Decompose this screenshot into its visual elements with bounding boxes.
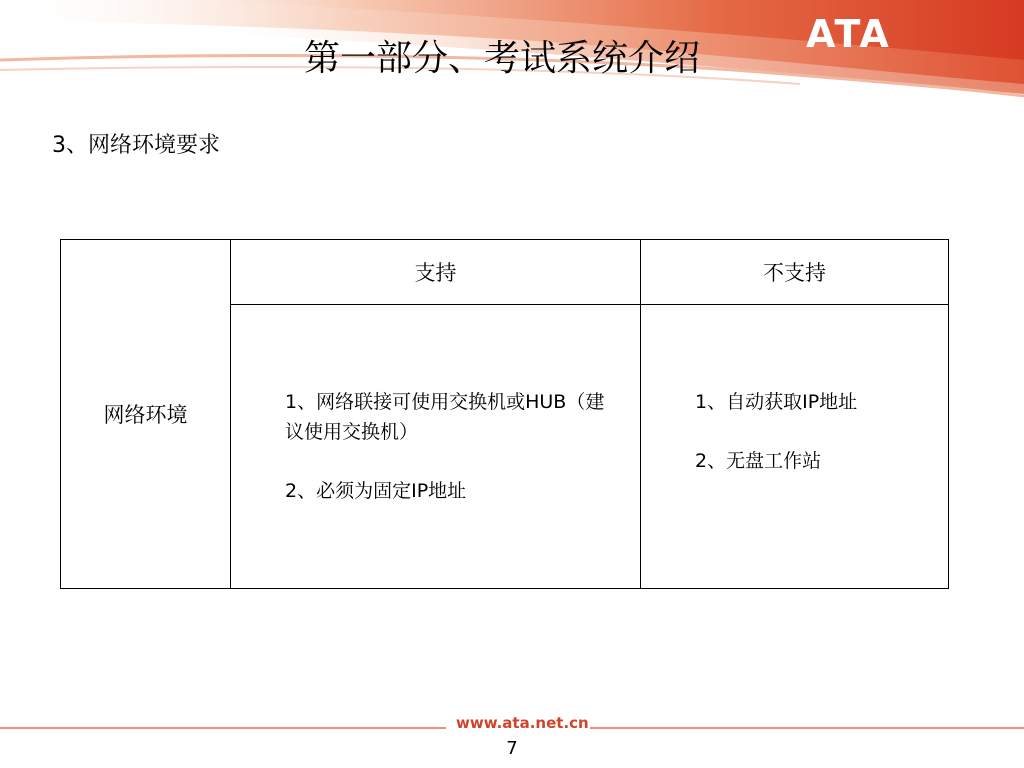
network-requirements-table: [60, 239, 949, 589]
column-header-not-support: 不支持: [641, 240, 949, 305]
footer-url: www.ata.net.cn: [456, 714, 589, 732]
not-support-item: 2、无盘工作站: [695, 450, 822, 472]
page-number: 7: [506, 738, 518, 759]
support-item: 1、网络联接可使用交换机或HUB（建议使用交换机）: [285, 391, 605, 443]
support-cell: [231, 305, 641, 589]
support-item: 2、必须为固定IP地址: [285, 480, 467, 502]
section-subtitle: 3、网络环境要求: [52, 133, 220, 158]
column-header-support: 支持: [231, 240, 641, 305]
not-support-cell: [641, 305, 949, 589]
ata-logo: ATA: [806, 12, 891, 56]
row-label-network-env: 网络环境: [61, 240, 231, 589]
not-support-item: 1、自动获取IP地址: [695, 391, 858, 413]
page-title: 第一部分、考试系统介绍: [303, 38, 700, 79]
